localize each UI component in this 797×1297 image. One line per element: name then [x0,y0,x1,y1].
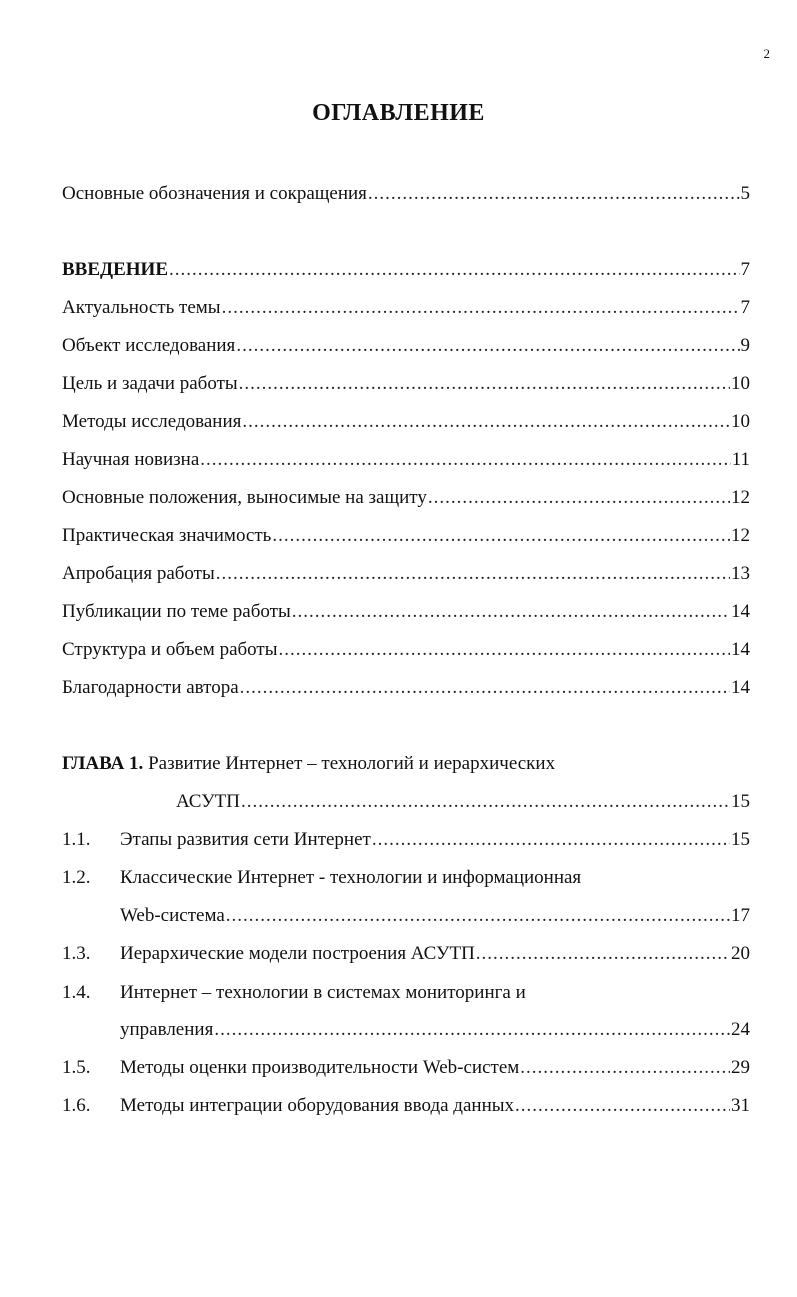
toc-entry-page: 13 [731,563,750,584]
toc-entry-label: Этапы развития сети Интернет [120,829,371,850]
section-number: 1.4. [62,982,91,1003]
leader-dots [226,904,730,928]
toc-entry-label: Структура и объем работы [62,639,278,660]
leader-dots [292,600,730,624]
leader-dots [279,638,731,662]
toc-entry-label: Актуальность темы [62,297,221,318]
leader-dots [169,258,740,282]
toc-entry-page: 10 [731,373,750,394]
leader-dots [222,296,740,320]
toc-entry-label: Web-система [120,905,225,926]
toc-entry-page: 15 [731,791,750,812]
toc-entry-label: Методы исследования [62,411,242,432]
toc-entry-section-1-2 [120,904,750,928]
toc-entry-label: Практическая значимость [62,525,272,546]
leader-dots [476,942,730,966]
section-number: 1.1. [62,829,91,850]
leader-dots [242,410,730,434]
toc-entry-page: 29 [731,1057,750,1078]
section-number: 1.5. [62,1057,91,1078]
toc-entry [62,562,750,586]
toc-entry-abbreviations [62,182,750,206]
leader-dots [520,1056,730,1080]
section-number: 1.3. [62,943,91,964]
section-title-line: Интернет – технологии в системах мониторинга и [120,982,526,1003]
leader-dots [200,448,730,472]
leader-dots [216,562,730,586]
toc-entry-introduction [62,258,750,282]
toc-entry-page: 10 [731,411,750,432]
page-number: 2 [763,46,770,61]
toc-entry-label: Цель и задачи работы [62,373,238,394]
toc-entry-label: Иерархические модели построения АСУТП [120,943,475,964]
leader-dots [236,334,739,358]
toc-entry-page: 12 [731,487,750,508]
toc-entry-page: 7 [740,297,750,318]
section-number: 1.6. [62,1095,91,1116]
toc-entry-label: управления [120,1019,214,1040]
leader-dots [428,486,730,510]
toc-entry-label: Объект исследования [62,335,236,356]
chapter-prefix: ГЛАВА 1. [62,753,144,774]
toc-entry-page: 12 [731,525,750,546]
toc-entry [62,448,750,472]
toc-entry-label: Благодарности автора [62,677,239,698]
toc-entry [62,524,750,548]
page-title: ОГЛАВЛЕНИЕ [312,100,485,126]
section-number: 1.2. [62,867,91,888]
toc-entry [62,600,750,624]
toc-entry-section-1-3 [120,942,750,966]
toc-entry [62,676,750,700]
leader-dots [214,1018,730,1042]
toc-entry-label: Методы оценки производительности Web-систем [120,1057,520,1078]
leader-dots [372,828,730,852]
toc-entry-label: Основные положения, выносимые на защиту [62,487,427,508]
toc-entry-page: 20 [731,943,750,964]
toc-entry-page: 9 [740,335,750,356]
leader-dots [240,676,730,700]
toc-entry-page: 31 [731,1095,750,1116]
chapter-1-heading [62,752,555,776]
toc-entry-chapter-1 [176,790,750,814]
toc-entry-section-1-4 [120,1018,750,1042]
toc-entry-section-1-1 [120,828,750,852]
toc-entry-page: 5 [740,183,750,204]
toc-entry-label: Апробация работы [62,563,215,584]
toc-entry-page: 17 [731,905,750,926]
toc-entry-label: Основные обозначения и сокращения [62,183,367,204]
toc-entry-label: Научная новизна [62,449,200,470]
leader-dots [272,524,730,548]
section-title-line: Классические Интернет - технологии и информационная [120,867,582,888]
leader-dots [368,182,740,206]
toc-entry-section-1-5 [120,1056,750,1080]
toc-entry-page: 14 [731,639,750,660]
toc-entry-section-1-6 [120,1094,750,1118]
toc-entry-page: 7 [740,259,750,280]
leader-dots [515,1094,730,1118]
toc-entry [62,410,750,434]
toc-entry-label: Публикации по теме работы [62,601,291,622]
toc-entry-label: Методы интеграции оборудования ввода данных [120,1095,514,1116]
toc-entry [62,372,750,396]
toc-entry [62,296,750,320]
toc-entry-page: 14 [731,601,750,622]
toc-entry-page: 15 [731,829,750,850]
toc-entry-label: ВВЕДЕНИЕ [62,259,168,280]
chapter-title: Развитие Интернет – технологий и иерархических [148,753,556,774]
toc-entry-page: 11 [731,449,750,470]
toc-entry [62,638,750,662]
leader-dots [241,790,730,814]
toc-entry [62,334,750,358]
toc-entry-label: АСУТП [176,791,240,812]
leader-dots [239,372,730,396]
toc-entry-page: 14 [731,677,750,698]
toc-entry-page: 24 [731,1019,750,1040]
toc-entry [62,486,750,510]
